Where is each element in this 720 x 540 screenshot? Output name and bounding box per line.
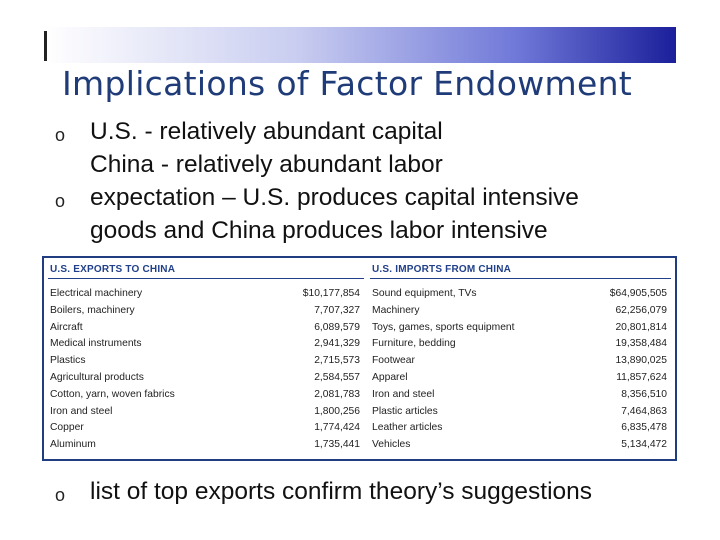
row-label: Electrical machinery	[50, 288, 143, 299]
table-row	[48, 353, 364, 370]
row-label: Copper	[50, 422, 84, 434]
imports-heading: U.S. IMPORTS FROM CHINA	[370, 262, 671, 279]
bullet-marker: o	[55, 485, 66, 505]
table-row	[370, 387, 671, 404]
row-value: 1,774,424	[314, 422, 360, 434]
row-value: 13,890,025	[615, 355, 667, 367]
row-label: Apparel	[372, 371, 408, 383]
table-row	[48, 320, 364, 337]
row-value: 7,707,327	[314, 304, 360, 316]
trade-table	[42, 256, 677, 461]
bullet-marker: o	[55, 125, 66, 145]
exports-rows	[48, 286, 364, 454]
row-value: 6,089,579	[314, 321, 360, 333]
row-value: 11,857,624	[616, 371, 667, 383]
table-row	[370, 404, 671, 421]
row-value: 62,256,079	[615, 304, 667, 316]
row-label: Aluminum	[50, 439, 96, 451]
row-value: $64,905,505	[609, 288, 667, 299]
slide-title: Implications of Factor Endowment	[62, 64, 633, 103]
bullet-marker: o	[55, 191, 66, 211]
bullet-line: expectation – U.S. produces capital intensive	[90, 184, 579, 211]
row-label: Boilers, machinery	[50, 304, 135, 316]
table-row	[370, 420, 671, 437]
row-label: Plastics	[50, 355, 86, 367]
imports-column	[370, 262, 671, 454]
table-row	[370, 320, 671, 337]
table-row	[370, 336, 671, 353]
row-label: Toys, games, sports equipment	[372, 321, 515, 333]
row-value: 1,800,256	[314, 405, 360, 417]
bullet-line: goods and China produces labor intensive	[90, 217, 548, 244]
table-row	[48, 420, 364, 437]
row-label: Furniture, bedding	[372, 338, 456, 350]
row-label: Plastic articles	[372, 405, 438, 417]
table-row	[48, 303, 364, 320]
bullet-item	[55, 181, 695, 247]
row-label: Cotton, yarn, woven fabrics	[50, 388, 175, 400]
table-row	[370, 303, 671, 320]
title-gradient-bar	[44, 27, 676, 63]
table-row	[48, 336, 364, 353]
bullet-item	[55, 475, 695, 508]
bullet-line: China - relatively abundant labor	[90, 151, 443, 178]
row-value: 2,941,329	[314, 338, 360, 350]
row-value: 1,735,441	[314, 439, 360, 451]
row-label: Aircraft	[50, 321, 83, 333]
row-label: Leather articles	[372, 422, 443, 434]
exports-heading: U.S. EXPORTS TO CHINA	[48, 262, 364, 279]
bullet-item	[55, 115, 695, 181]
table-row	[370, 370, 671, 387]
table-row	[370, 437, 671, 454]
table-row	[48, 387, 364, 404]
row-label: Vehicles	[372, 439, 411, 451]
table-row	[48, 437, 364, 454]
row-value: 2,715,573	[314, 355, 360, 367]
row-label: Iron and steel	[50, 405, 113, 417]
row-label: Sound equipment, TVs	[372, 288, 477, 299]
table-row	[48, 370, 364, 387]
row-value: 5,134,472	[621, 439, 667, 451]
row-label: Machinery	[372, 304, 420, 316]
bullet-list	[55, 115, 695, 247]
row-label: Footwear	[372, 355, 415, 367]
row-label: Iron and steel	[372, 388, 435, 400]
table-row	[370, 353, 671, 370]
row-label: Agricultural products	[50, 371, 144, 383]
row-value: 20,801,814	[615, 321, 667, 333]
row-value: 19,358,484	[615, 338, 667, 350]
imports-rows	[370, 286, 671, 454]
bullet-line: list of top exports confirm theory’s suggestions	[90, 478, 593, 505]
table-row	[48, 404, 364, 421]
bottom-bullet	[55, 475, 695, 508]
bullet-line: U.S. - relatively abundant capital	[90, 118, 443, 145]
row-value: 6,835,478	[621, 422, 667, 434]
table-row	[370, 286, 671, 303]
row-value: 8,356,510	[621, 388, 667, 400]
row-value: 7,464,863	[621, 405, 667, 417]
row-label: Medical instruments	[50, 338, 142, 350]
row-value: $10,177,854	[302, 288, 360, 299]
table-row	[48, 286, 364, 303]
row-value: 2,584,557	[314, 371, 360, 383]
row-value: 2,081,783	[314, 388, 360, 400]
exports-column	[48, 262, 364, 454]
